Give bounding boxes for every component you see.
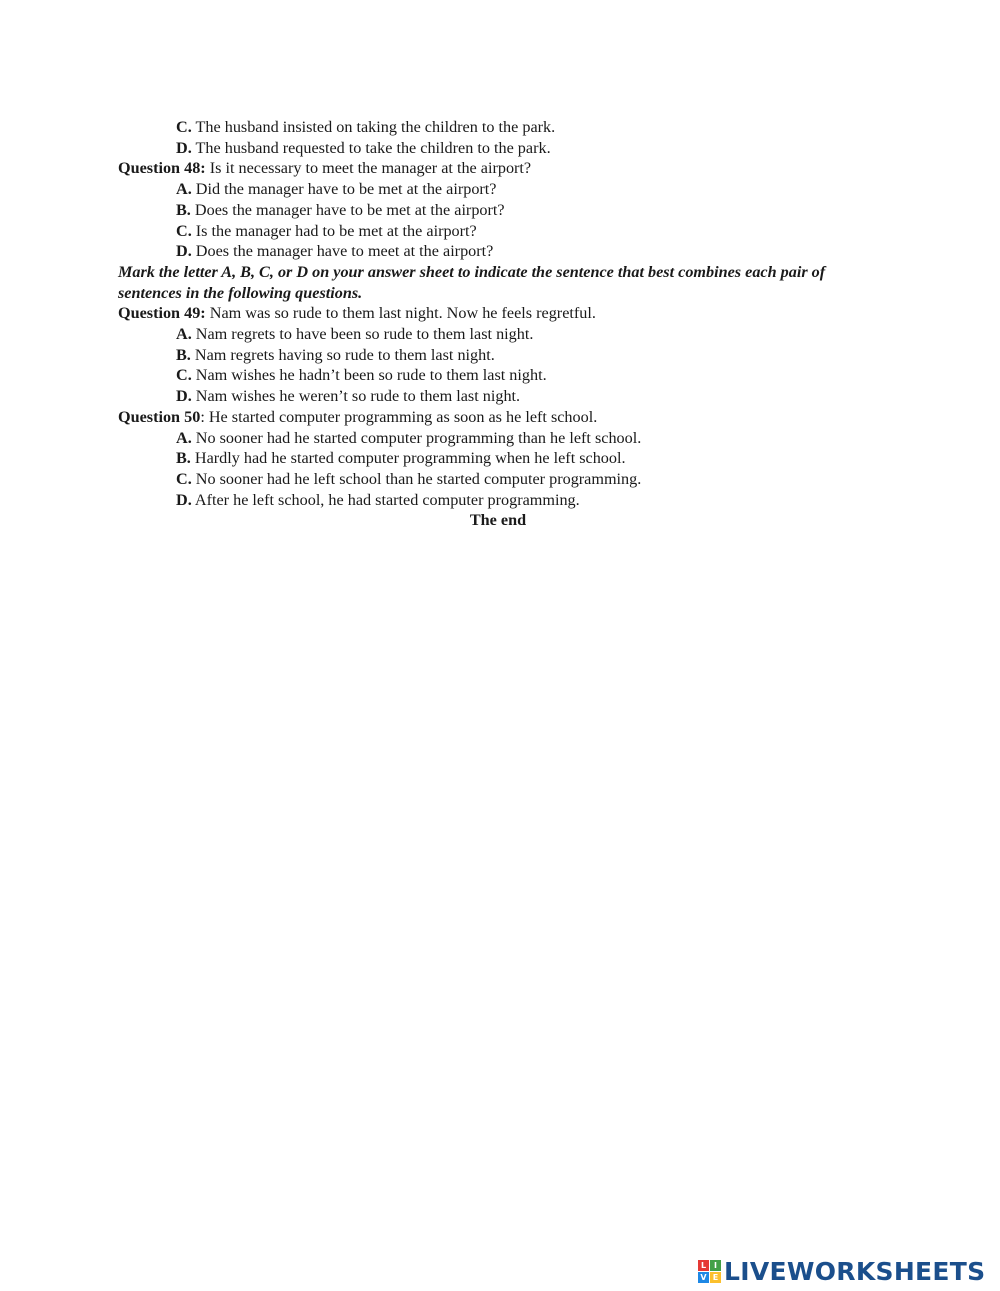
option-letter: C. [176, 221, 192, 240]
option-text: No sooner had he left school than he started computer programming. [195, 469, 642, 488]
q47-option-c[interactable] [118, 117, 878, 138]
option-letter: D. [176, 138, 192, 157]
the-end-label: The end [469, 511, 527, 530]
option-letter: D. [176, 387, 192, 406]
q50-option-b[interactable] [118, 448, 878, 469]
q49-option-b[interactable] [118, 345, 878, 366]
option-text: Did the manager have to be met at the airport? [195, 180, 497, 199]
option-text: After he left school, he had started computer programming. [194, 490, 580, 509]
option-letter: C. [176, 118, 192, 136]
question-48 [118, 158, 878, 179]
option-letter: B. [176, 449, 191, 468]
section-instruction: Mark the letter A, B, C, or D on your answer sheet to indicate the sentence that best combines each pair of sentences in the following questions. [118, 262, 826, 302]
q49-option-d[interactable] [118, 386, 878, 407]
q50-option-a[interactable] [118, 428, 878, 449]
question-text: Is it necessary to meet the manager at the airport? [209, 159, 532, 178]
question-text: Nam was so rude to them last night. Now he feels regretful. [209, 304, 596, 323]
question-49 [118, 303, 878, 324]
option-letter: A. [176, 325, 192, 344]
q49-option-c[interactable] [118, 365, 878, 386]
option-text: Nam wishes he weren’t so rude to them last night. [195, 387, 521, 406]
question-label: Question 48: [118, 159, 206, 178]
liveworksheets-brand[interactable] [698, 1256, 985, 1286]
option-text: Nam regrets to have been so rude to them last night. [195, 325, 534, 344]
logo-letter-i: I [710, 1260, 721, 1271]
question-50 [118, 407, 878, 428]
brand-name: LIVEWORKSHEETS [724, 1256, 986, 1286]
option-text: The husband insisted on taking the children to the park. [195, 118, 556, 136]
question-label: Question 50 [118, 407, 201, 426]
option-text: The husband requested to take the children to the park. [195, 138, 551, 157]
option-letter: B. [176, 345, 191, 364]
q49-option-a[interactable] [118, 324, 878, 345]
q50-option-d[interactable] [118, 490, 878, 511]
question-label: Question 49: [118, 304, 206, 323]
option-letter: C. [176, 469, 192, 488]
option-text: Hardly had he started computer programming when he left school. [194, 449, 626, 468]
logo-letter-l: L [698, 1260, 709, 1271]
logo-letter-e: E [710, 1272, 721, 1283]
option-text: Does the manager have to meet at the airport? [195, 242, 494, 261]
option-text: Nam wishes he hadn’t been so rude to them last night. [195, 366, 547, 385]
q47-option-d[interactable] [118, 138, 878, 159]
question-text: : He started computer programming as soon as he left school. [200, 407, 598, 426]
worksheet-page [118, 117, 878, 531]
q50-option-c[interactable] [118, 469, 878, 490]
option-letter: D. [176, 242, 192, 261]
option-text: No sooner had he started computer programming than he left school. [195, 428, 642, 447]
option-letter: A. [176, 428, 192, 447]
q48-option-d[interactable] [118, 241, 878, 262]
option-letter: A. [176, 180, 192, 199]
liveworksheets-logo-icon [698, 1260, 721, 1283]
option-text: Nam regrets having so rude to them last night. [194, 345, 495, 364]
option-letter: D. [176, 490, 192, 509]
q48-option-a[interactable] [118, 179, 878, 200]
option-text: Does the manager have to be met at the airport? [194, 200, 505, 219]
option-letter: B. [176, 200, 191, 219]
option-letter: C. [176, 366, 192, 385]
q48-option-c[interactable] [118, 221, 878, 242]
q48-option-b[interactable] [118, 200, 878, 221]
logo-letter-v: V [698, 1272, 709, 1283]
option-text: Is the manager had to be met at the airport? [195, 221, 477, 240]
